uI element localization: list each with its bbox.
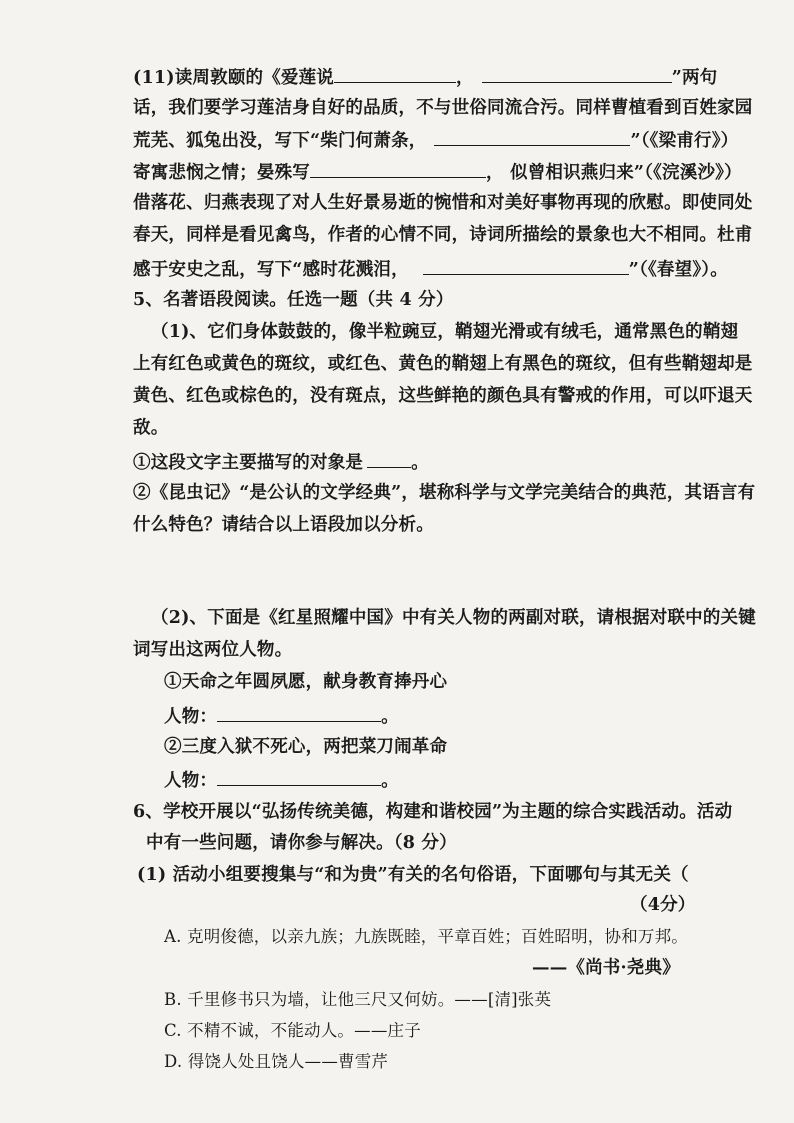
q5-passage-1-line-1: （1)、它们身体鼓鼓的，像半粒豌豆，鞘翅光滑或有绒毛，通常黑色的鞘翅 xyxy=(151,322,739,342)
q4-line-3-source: ”（《梁甫行》） xyxy=(630,131,739,151)
option-a: A. 克明俊德，以亲九族；九族既睦，平章百姓；百姓昭明，协和万邦。 xyxy=(164,927,689,946)
q4-line-3 xyxy=(133,127,738,153)
q6-title-line-2: 中有一些问题，请你参与解决。（8 分） xyxy=(146,833,457,853)
answer-blank-1[interactable] xyxy=(334,64,456,83)
person-line-1 xyxy=(164,703,399,729)
q5-answer-area[interactable] xyxy=(133,540,753,600)
q4-line-5: 借落花、归燕表现了对人生好景易逝的惋惜和对美好事物再现的欣慰。即使同处 xyxy=(133,193,753,213)
person-line-2 xyxy=(164,767,399,793)
answer-blank-2[interactable] xyxy=(482,64,672,83)
q4-line-2: 话，我们要学习莲洁身自好的品质，不与世俗同流合污。同样曹植看到百姓家园 xyxy=(133,98,753,118)
answer-blank-8[interactable] xyxy=(217,767,381,786)
q5-question-2-line-1: ②《昆虫记》“是公认的文学经典”，堪称科学与文学完美结合的典范，其语言有 xyxy=(133,483,756,503)
q5-question-1-text: ①这段文字主要描写的对象是 xyxy=(133,453,364,473)
q5-title: 5、名著语段阅读。任选一题（共 4 分） xyxy=(133,290,454,310)
q4-line-7 xyxy=(133,256,728,282)
person-period-1: 。 xyxy=(381,707,399,727)
q6-score: （4分） xyxy=(630,895,696,915)
q5-question-1 xyxy=(133,449,429,475)
q5-question-1-period: 。 xyxy=(411,453,429,473)
answer-blank-6[interactable] xyxy=(367,449,411,468)
q4-line-6: 春天，同样是看见禽鸟，作者的心情不同，诗词所描绘的景象也大不相同。杜甫 xyxy=(133,225,753,245)
q5-question-2-line-2: 什么特色？请结合以上语段加以分析。 xyxy=(133,515,434,535)
q4-line-7-source: ”（《春望》）。 xyxy=(628,260,728,280)
answer-blank-3[interactable] xyxy=(434,127,630,146)
q5-passage-2-line-2: 词写出这两位人物。 xyxy=(133,640,293,660)
q4-line-4-source: ， 似曾相识燕归来”（《浣溪沙》） xyxy=(486,163,742,183)
q4-line-1-end: ”两句 xyxy=(671,68,718,88)
q4-line-4-text: 寄寓悲悯之情；晏殊写 xyxy=(133,163,310,183)
q5-passage-2-line-1: （2)、下面是《红星照耀中国》中有关人物的两副对联，请根据对联中的关键 xyxy=(151,608,756,628)
person-label-2: 人物： xyxy=(164,771,218,791)
q4-line-7-text: 感于安史之乱，写下“感时花溅泪， xyxy=(133,260,409,280)
option-b: B. 千里修书只为墙，让他三尺又何妨。——[清]张英 xyxy=(164,990,552,1009)
person-period-2: 。 xyxy=(381,771,399,791)
q6-sub-question-1: (1) 活动小组要搜集与“和为贵”有关的名句俗语，下面哪句与其无关（ xyxy=(137,865,689,885)
q5-passage-1-line-3: 黄色、红色或棕色的，没有斑点，这些鲜艳的颜色具有警戒的作用，可以吓退天 xyxy=(133,386,753,406)
option-a-source: ——《尚书·尧典》 xyxy=(532,958,680,978)
q5-passage-1-line-4: 敌。 xyxy=(133,418,169,438)
q4-line-1-comma: ， xyxy=(456,68,474,88)
q4-line-1-text: (11)读周敦颐的《爱莲说 xyxy=(133,68,335,88)
person-label-1: 人物： xyxy=(164,707,218,727)
couplet-1: ①天命之年圆夙愿，献身教育捧丹心 xyxy=(164,672,448,692)
option-c: C. 不精不诚，不能动人。——庄子 xyxy=(164,1021,421,1040)
couplet-2: ②三度入狱不死心，两把菜刀闹革命 xyxy=(164,737,448,757)
answer-blank-4[interactable] xyxy=(310,159,486,178)
answer-blank-5[interactable] xyxy=(423,256,629,275)
q4-line-3-text: 荒芜、狐兔出没，写下“柴门何萧条， xyxy=(133,131,427,151)
option-d: D. 得饶人处且饶人——曹雪芹 xyxy=(164,1052,389,1071)
q6-title-line-1: 6、学校开展以“弘扬传统美德，构建和谐校园”为主题的综合实践活动。活动 xyxy=(133,802,733,822)
q4-line-4 xyxy=(133,159,742,185)
q5-passage-1-line-2: 上有红色或黄色的斑纹，或红色、黄色的鞘翅上有黑色的斑纹，但有些鞘翅却是 xyxy=(133,354,753,374)
q4-line-1 xyxy=(133,64,717,90)
answer-blank-7[interactable] xyxy=(217,703,381,722)
